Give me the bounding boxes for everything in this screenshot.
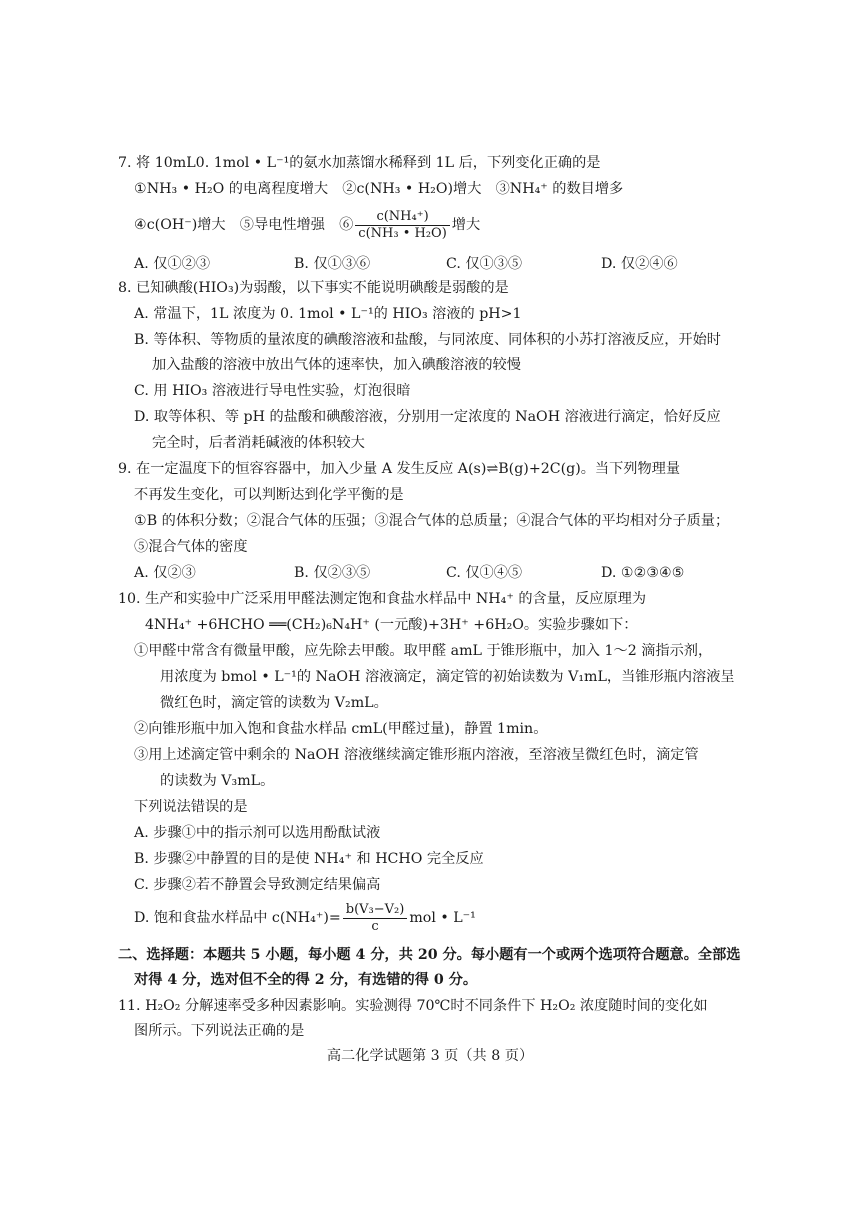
q10-option-b: B. 步骤②中静置的目的是使 NH₄⁺ 和 HCHO 完全反应 — [134, 851, 484, 867]
q10-d-fraction — [343, 902, 408, 935]
q7-option-b: B. 仅①③⑥ — [294, 256, 371, 272]
q10-option-d-suffix: mol • L⁻¹ — [409, 910, 476, 926]
q8-option-d-line1: D. 取等体积、等 pH 的盐酸和碘酸溶液，分别用一定浓度的 NaOH 溶液进行滴定，恰好反应 — [134, 409, 721, 425]
q10-option-d — [134, 900, 476, 936]
q9-option-c: C. 仅①④⑤ — [446, 565, 523, 581]
q10-step1-line1: ①甲醛中常含有微量甲酸，应先除去甲酸。取甲醛 amL 于锥形瓶中，加入 1～2 滴指示剂， — [134, 643, 713, 659]
section2-line2: 对得 4 分，选对但不全的得 2 分，有选错的得 0 分。 — [134, 972, 478, 988]
q10-step1-line3: 微红色时，滴定管的读数为 V₂mL。 — [160, 695, 388, 711]
q8-option-a: A. 常温下，1L 浓度为 0. 1mol • L⁻¹的 HIO₃ 溶液的 pH>1 — [134, 306, 522, 322]
q9-stem-line1: 9. 在一定温度下的恒容容器中，加入少量 A 发生反应 A(s)⇌B(g)+2C(g)。当下列物理量 — [118, 461, 681, 477]
q9-stem-line2: 不再发生变化，可以判断达到化学平衡的是 — [134, 487, 404, 503]
q10-step2: ②向锥形瓶中加入饱和食盐水样品 cmL(甲醛过量)，静置 1min。 — [134, 721, 548, 737]
q7-fraction-numerator: c(NH₄⁺) — [355, 209, 450, 226]
q11-line1: 11. H₂O₂ 分解速率受多种因素影响。实验测得 70℃时不同条件下 H₂O₂ 浓度随时间的变化如 — [118, 998, 708, 1014]
q9-option-b: B. 仅②③⑤ — [294, 565, 371, 581]
q7-option-c: C. 仅①③⑤ — [446, 256, 523, 272]
q10-step1-line2: 用浓度为 bmol • L⁻¹的 NaOH 溶液滴定，滴定管的初始读数为 V₁mL，当锥形瓶内溶液呈 — [160, 669, 735, 685]
q9-items-line1: ①B 的体积分数；②混合气体的压强；③混合气体的总质量；④混合气体的平均相对分子质量； — [134, 513, 730, 529]
q7-fraction-denominator: c(NH₃ • H₂O) — [358, 225, 447, 241]
page-footer: 高二化学试题第 3 页（共 8 页） — [326, 1048, 534, 1064]
section2-line1: 二、选择题：本题共 5 小题，每小题 4 分，共 20 分。每小题有一个或两个选项符合题意。全部选 — [118, 947, 741, 963]
q10-d-fraction-denominator: c — [371, 918, 379, 934]
q7-fraction — [355, 209, 450, 242]
q7-option-a: A. 仅①②③ — [134, 256, 211, 272]
q11-line2: 图所示。下列说法正确的是 — [134, 1023, 305, 1039]
q8-option-d-line2: 完全时，后者消耗碱液的体积较大 — [152, 435, 365, 451]
q8-option-b-line1: B. 等体积、等物质的量浓度的碘酸溶液和盐酸，与同浓度、同体积的小苏打溶液反应，开始时 — [134, 332, 721, 348]
q7-items-2-prefix: ④c(OH⁻)增大 ⑤导电性增强 ⑥ — [134, 217, 354, 233]
q10-stem: 10. 生产和实验中广泛采用甲醛法测定饱和食盐水样品中 NH₄⁺ 的含量，反应原理为 — [118, 591, 647, 607]
q8-stem: 8. 已知碘酸(HIO₃)为弱酸，以下事实不能说明碘酸是弱酸的是 — [118, 280, 509, 296]
q7-stem: 7. 将 10mL0. 1mol • L⁻¹的氨水加蒸馏水稀释到 1L 后，下列变化正确的是 — [118, 155, 601, 171]
q8-option-b-line2: 加入盐酸的溶液中放出气体的速率快，加入碘酸溶液的较慢 — [152, 357, 521, 373]
q8-option-c: C. 用 HIO₃ 溶液进行导电性实验，灯泡很暗 — [134, 383, 411, 399]
q10-question: 下列说法错误的是 — [134, 799, 248, 815]
q7-option-d: D. 仅②④⑥ — [601, 256, 678, 272]
q10-option-d-prefix: D. 饱和食盐水样品中 c(NH₄⁺)= — [134, 910, 341, 926]
q10-option-c: C. 步骤②若不静置会导致测定结果偏高 — [134, 877, 381, 893]
q9-option-a: A. 仅②③ — [134, 565, 196, 581]
q7-items-2 — [134, 207, 480, 243]
q10-step3-line2: 的读数为 V₃mL。 — [160, 773, 275, 789]
q9-items-line2: ⑤混合气体的密度 — [134, 539, 248, 555]
q10-option-a: A. 步骤①中的指示剂可以选用酚酞试液 — [134, 825, 381, 841]
q7-items-2-suffix: 增大 — [451, 217, 481, 233]
q10-step3-line1: ③用上述滴定管中剩余的 NaOH 溶液继续滴定锥形瓶内溶液，至溶液呈微红色时，滴定管 — [134, 747, 699, 763]
q7-items-1: ①NH₃ • H₂O 的电离程度增大 ②c(NH₃ • H₂O)增大 ③NH₄⁺ 的数目增多 — [134, 181, 624, 197]
q9-option-d: D. ①②③④⑤ — [601, 565, 685, 581]
q10-equation: 4NH₄⁺ +6HCHO ══(CH₂)₆N₄H⁺ (一元酸)+3H⁺ +6H₂O。实验步骤如下： — [145, 617, 638, 633]
q10-d-fraction-numerator: b(V₃−V₂) — [343, 902, 408, 919]
